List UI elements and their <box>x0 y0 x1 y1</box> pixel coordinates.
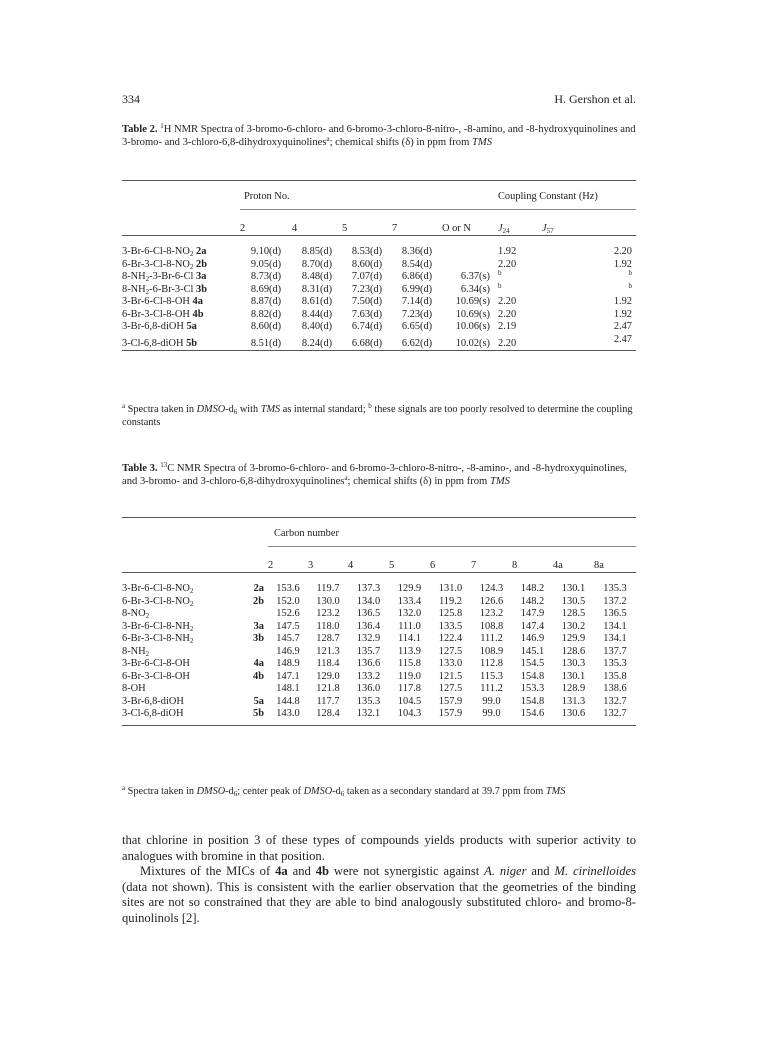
table-cell: 6.34(s) <box>460 283 490 295</box>
table2 <box>122 180 636 351</box>
table-cell: 114.1 <box>398 633 421 644</box>
table-cell: 126.6 <box>479 595 504 607</box>
table-cell: 7.23(d) <box>351 283 383 295</box>
table2-col-header-j57: $J_{57}$ <box>542 222 554 235</box>
table-cell: 8.82(d) <box>250 308 282 320</box>
table-cell: 132.1 <box>356 708 381 719</box>
table-cell: 154.5 <box>520 658 545 669</box>
compound-name: 3-Br-6-Cl-8-OH 4a <box>122 658 264 669</box>
table-cell: 6.86(d) <box>401 271 433 282</box>
table-cell: 130.1 <box>561 583 586 594</box>
page-number: 334 <box>122 92 140 106</box>
table-cell: 119.0 <box>398 670 421 682</box>
table-row <box>122 608 636 621</box>
table2-proton-header: Proton No. <box>244 190 290 202</box>
compound-name: $6-Br-3-Cl-8-NO_2$ 2b <box>122 595 264 608</box>
table-cell: 137.3 <box>356 583 381 594</box>
table-cell: 147.1 <box>276 670 300 682</box>
table-cell: 132.9 <box>356 633 381 644</box>
table-cell: 136.5 <box>603 608 627 619</box>
running-head-authors: H. Gershon et al. <box>554 92 636 106</box>
table-cell-j24: b <box>498 281 502 290</box>
compound-name: $6-Br-3-Cl-8-NO_2$ 2b <box>122 258 207 271</box>
compound-name: $3-Br-6-Cl-8-NH_2$ 3a <box>122 620 264 633</box>
table-row <box>122 271 636 284</box>
table-cell: 123.2 <box>316 608 340 619</box>
table-row <box>122 621 636 634</box>
table3 <box>122 517 636 726</box>
table-cell: 128.6 <box>561 645 586 657</box>
table-cell: 144.8 <box>276 695 300 707</box>
table3-col-header: 4 <box>348 559 354 571</box>
table-cell-j24: b <box>498 269 502 277</box>
compound-name: $8-NO_2$ <box>122 608 150 620</box>
table-cell: 128.5 <box>561 608 586 619</box>
table-cell: 129.9 <box>397 583 422 594</box>
table-cell: 148.2 <box>520 595 545 607</box>
table-cell: 136.5 <box>356 608 381 619</box>
table-cell-j57: 1.92 <box>613 296 632 307</box>
table-cell: 148.9 <box>276 658 300 669</box>
table-cell: 132.7 <box>603 695 627 707</box>
table-cell: 138.6 <box>603 683 627 694</box>
table-cell: 130.3 <box>561 658 586 669</box>
table-cell: 133.4 <box>397 595 422 607</box>
table3-col-header: 6 <box>430 559 436 571</box>
table2-col-header: 2 <box>240 222 246 234</box>
table-cell: 6.65(d) <box>401 321 433 332</box>
table-cell: 157.9 <box>438 708 463 719</box>
table-cell: 119.7 <box>316 583 340 594</box>
table-cell: 135.7 <box>356 645 381 657</box>
table-cell-j57: 1.92 <box>613 258 632 270</box>
compound-name: 3-Br-6,8-diOH 5a <box>122 321 197 332</box>
table-cell: 134.1 <box>603 620 627 632</box>
table-cell-j24: 2.20 <box>498 308 517 320</box>
table-row <box>122 646 636 659</box>
paragraph: Mixtures of the MICs of 4a and 4b were not synergistic against A. niger and M. cirinelloides (data not shown). This is consistent with the earlier observation that the geometries of the binding sites are not so constrained that they are able to bind analogously substituted chloro- and bromo-8-quinolinols [2]. <box>122 864 637 925</box>
table-cell-j24: 2.20 <box>498 337 517 349</box>
table-cell: 135.8 <box>603 670 627 682</box>
table-cell: 117.8 <box>398 683 421 694</box>
table2-coupling-header: Coupling Constant (Hz) <box>498 190 598 202</box>
table3-col-header: 8 <box>512 559 518 571</box>
table-cell: 8.24(d) <box>301 337 333 349</box>
compound-name: $8-NH_2-6-Br-3-Cl$ 3b <box>122 283 207 296</box>
table-row <box>122 259 636 272</box>
compound-name: $6-Br-3-Cl-8-NH_2$ 3b <box>122 633 264 645</box>
table-cell: 152.0 <box>276 595 300 607</box>
table-row <box>122 708 636 725</box>
table-cell: 99.0 <box>482 708 501 719</box>
table-cell: 113.9 <box>398 645 421 657</box>
table3-col-header: 4a <box>553 559 563 571</box>
table-cell: 9.05(d) <box>250 258 282 270</box>
table-row <box>122 658 636 671</box>
table-cell: 115.3 <box>480 670 503 682</box>
table-cell: 128.4 <box>316 708 340 719</box>
compound-name: 3-Br-6-Cl-8-OH 4a <box>122 296 203 307</box>
table-cell: 153.6 <box>276 583 300 594</box>
table-row <box>122 309 636 322</box>
table-cell: 10.69(s) <box>455 296 490 307</box>
table-cell: 147.9 <box>520 608 545 619</box>
table-cell: 136.0 <box>356 683 381 694</box>
table3-col-header: 7 <box>471 559 477 571</box>
table-cell: 153.3 <box>520 683 545 694</box>
table-cell: 6.99(d) <box>401 283 433 295</box>
table-cell: 104.5 <box>397 695 422 707</box>
table-cell: 131.3 <box>561 695 586 707</box>
table-cell: 134.0 <box>356 595 381 607</box>
compound-name: 3-Cl-6,8-diOH 5b <box>122 337 198 349</box>
table-cell: 154.6 <box>520 708 545 719</box>
table-cell-j24: 1.92 <box>498 246 517 257</box>
table2-caption: Table 2. $^1$H NMR Spectra of 3-bromo-6-chloro- and 6-bromo-3-chloro-8-nitro-, -8-amino, and -8-hydroxyquinolines and 3-bromo- and 3-chloro-6,8-dihydroxyquinolines$^a$; chemical shifts (δ) in ppm from TMS <box>122 122 636 149</box>
compound-name: $3-Br-6-Cl-8-NO_2$ 2a <box>122 583 264 595</box>
table-cell: 8.69(d) <box>250 283 282 295</box>
table-cell: 8.51(d) <box>250 337 282 349</box>
table-cell: 8.87(d) <box>250 296 282 307</box>
table-cell: 154.8 <box>520 670 545 682</box>
table-cell: 118.0 <box>316 620 340 632</box>
table-cell: 111.2 <box>480 683 503 694</box>
table-cell-j57: 2.20 <box>613 246 632 257</box>
table-cell: 8.36(d) <box>401 246 433 257</box>
table-cell: 115.8 <box>398 658 421 669</box>
table-row <box>122 236 636 259</box>
table-cell: 157.9 <box>438 695 463 707</box>
table-cell: 128.9 <box>561 683 586 694</box>
table-cell: 130.2 <box>561 620 586 632</box>
table-cell: 6.37(s) <box>460 271 490 282</box>
table-cell-j57: b <box>628 281 632 290</box>
table-cell: 136.6 <box>356 658 381 669</box>
table-cell: 147.5 <box>276 620 300 632</box>
table-cell-j24: 2.20 <box>498 296 517 307</box>
table-cell-j57: b <box>628 269 632 277</box>
table-cell-j57: 1.92 <box>613 308 632 320</box>
table3-label: Table 3. <box>122 463 158 474</box>
table-row <box>122 633 636 646</box>
table-cell <box>442 259 498 272</box>
table-cell: 6.68(d) <box>351 337 383 349</box>
table-cell: 8.48(d) <box>301 271 333 282</box>
table-row <box>122 596 636 609</box>
table-cell: 128.7 <box>316 633 340 644</box>
table-cell: 137.7 <box>603 645 627 657</box>
compound-name: $8-NH_2-3-Br-6-Cl$ 3a <box>122 271 207 283</box>
table-cell: 111.0 <box>398 620 421 632</box>
table-cell: 7.23(d) <box>401 308 433 320</box>
table-cell: 108.8 <box>479 620 504 632</box>
table-cell: 6.74(d) <box>351 321 383 332</box>
table-cell: 127.5 <box>438 645 463 657</box>
table-cell: 8.60(d) <box>250 321 282 332</box>
table3-footnote: $^a$ Spectra taken in DMSO-$d_6$; center peak of DMSO-$d_6$ taken as a secondary standard at 39.7 ppm from TMS <box>122 784 566 798</box>
table-cell: 134.1 <box>603 633 627 644</box>
table3-col-header: 8a <box>594 559 604 571</box>
table-cell: 146.9 <box>520 633 545 644</box>
table3-col-header: 5 <box>389 559 395 571</box>
table-cell: 145.1 <box>520 645 545 657</box>
table-cell: 8.31(d) <box>301 283 333 295</box>
table-cell: 122.4 <box>438 633 463 644</box>
table-cell: 129.9 <box>561 633 586 644</box>
table-cell: 9.10(d) <box>250 246 282 257</box>
table-cell: 133.0 <box>438 658 463 669</box>
table-cell-j24: 2.20 <box>498 258 517 270</box>
table-cell: 8.54(d) <box>401 258 433 270</box>
table-cell: 146.9 <box>276 645 300 657</box>
table-cell: 7.14(d) <box>401 296 433 307</box>
table-cell: 154.8 <box>520 695 545 707</box>
table-cell: 7.07(d) <box>351 271 383 282</box>
table3-caption: Table 3. $^{13}$C NMR Spectra of 3-bromo-6-chloro- and 6-bromo-3-chloro-8-nitro-, -8-amino-, and -8-hydroxyquinolines, and 3-bromo- and 3-chloro-6,8-dihydroxyquinolines$^a$; chemical shifts (δ) in ppm from TMS <box>122 461 627 488</box>
table-cell: 10.06(s) <box>455 321 490 332</box>
table-cell: 148.2 <box>520 583 545 594</box>
table-cell: 125.8 <box>438 608 463 619</box>
table2-col-header: O or N <box>442 222 471 234</box>
table2-col-header: 5 <box>342 222 348 234</box>
table-cell: 10.69(s) <box>455 308 490 320</box>
table-cell: 7.63(d) <box>351 308 383 320</box>
table-cell: 131.0 <box>438 583 463 594</box>
table3-carbon-header: Carbon number <box>274 527 339 539</box>
table-cell: 147.4 <box>520 620 545 632</box>
table-cell: 130.5 <box>561 595 586 607</box>
table-cell: 8.40(d) <box>301 321 333 332</box>
table-cell: 104.3 <box>397 708 422 719</box>
table-row <box>122 671 636 684</box>
table-cell: 6.62(d) <box>401 337 433 349</box>
table2-footnote: $^a$ Spectra taken in DMSO-$d_6$ with TMS as internal standard; $^b$ these signals are too poorly resolved to determine the coupling constants <box>122 402 633 428</box>
table-row <box>122 696 636 709</box>
table-cell: 112.8 <box>480 658 503 669</box>
table3-col-header: 2 <box>268 559 274 571</box>
table-cell: 143.0 <box>276 708 300 719</box>
table-cell: 145.7 <box>276 633 300 644</box>
table2-col-header: 7 <box>392 222 398 234</box>
table-cell: 130.1 <box>561 670 586 682</box>
table-cell: 135.3 <box>603 583 627 594</box>
table-cell: 132.7 <box>603 708 627 719</box>
table-cell: 132.0 <box>397 608 422 619</box>
table-cell: 152.6 <box>276 608 300 619</box>
table-cell: 137.2 <box>603 595 627 607</box>
body-text <box>122 833 636 927</box>
table-cell: 10.02(s) <box>455 337 490 349</box>
table-cell-j57: 2.47 <box>613 333 632 345</box>
table-cell: 99.0 <box>482 695 501 707</box>
table3-col-header: 3 <box>308 559 314 571</box>
table-cell: 129.0 <box>316 670 340 682</box>
compound-name: 3-Br-6,8-diOH 5a <box>122 695 264 707</box>
table-cell: 119.2 <box>439 595 462 607</box>
compound-name: 6-Br-3-Cl-8-OH 4b <box>122 308 204 320</box>
table-cell: 121.8 <box>316 683 340 694</box>
table-cell: 135.3 <box>603 658 627 669</box>
table-cell: 8.44(d) <box>301 308 333 320</box>
compound-name: $8-NH_2$ <box>122 645 150 658</box>
table-row <box>122 296 636 309</box>
table-cell: 8.70(d) <box>301 258 333 270</box>
table-cell-j24: 2.19 <box>498 321 517 332</box>
table-cell: 8.61(d) <box>301 296 333 307</box>
table-cell: 108.9 <box>479 645 504 657</box>
table-row <box>122 683 636 696</box>
table-cell: 123.2 <box>479 608 504 619</box>
table-cell: 8.53(d) <box>351 246 383 257</box>
table-cell: 136.4 <box>356 620 381 632</box>
table-cell: 121.3 <box>316 645 340 657</box>
table-cell: 130.0 <box>316 595 340 607</box>
table-row <box>122 284 636 297</box>
compound-name: 3-Cl-6,8-diOH 5b <box>122 708 264 719</box>
table-cell: 118.4 <box>316 658 340 669</box>
table-row <box>122 573 636 596</box>
compound-name: $3-Br-6-Cl-8-NO_2$ 2a <box>122 246 207 258</box>
table-cell: 111.2 <box>480 633 503 644</box>
table-row <box>122 334 636 351</box>
compound-name: 8-OH <box>122 683 146 694</box>
table2-col-header-j24: $J_{24}$ <box>498 222 510 235</box>
table2-label: Table 2. <box>122 124 158 135</box>
table-cell: 133.2 <box>356 670 381 682</box>
table-cell: 8.60(d) <box>351 258 383 270</box>
paragraph: that chlorine in position 3 of these types of compounds yields products with superior activity to analogues with bromine in that position. <box>122 833 636 863</box>
table-cell: 127.5 <box>438 683 463 694</box>
table-cell-j57: 2.47 <box>613 321 632 332</box>
compound-name: 6-Br-3-Cl-8-OH 4b <box>122 670 264 682</box>
table-cell: 8.73(d) <box>250 271 282 282</box>
table-cell: 7.50(d) <box>351 296 383 307</box>
table-cell: 121.5 <box>438 670 463 682</box>
table-cell: 133.5 <box>438 620 463 632</box>
table-row <box>122 321 636 334</box>
table-cell: 117.7 <box>316 695 340 707</box>
table-cell <box>442 236 498 259</box>
table-cell: 130.6 <box>561 708 586 719</box>
table-cell: 8.85(d) <box>301 246 333 257</box>
table-cell: 148.1 <box>276 683 300 694</box>
table2-col-header: 4 <box>292 222 298 234</box>
table-cell: 135.3 <box>356 695 381 707</box>
table-cell: 124.3 <box>479 583 504 594</box>
